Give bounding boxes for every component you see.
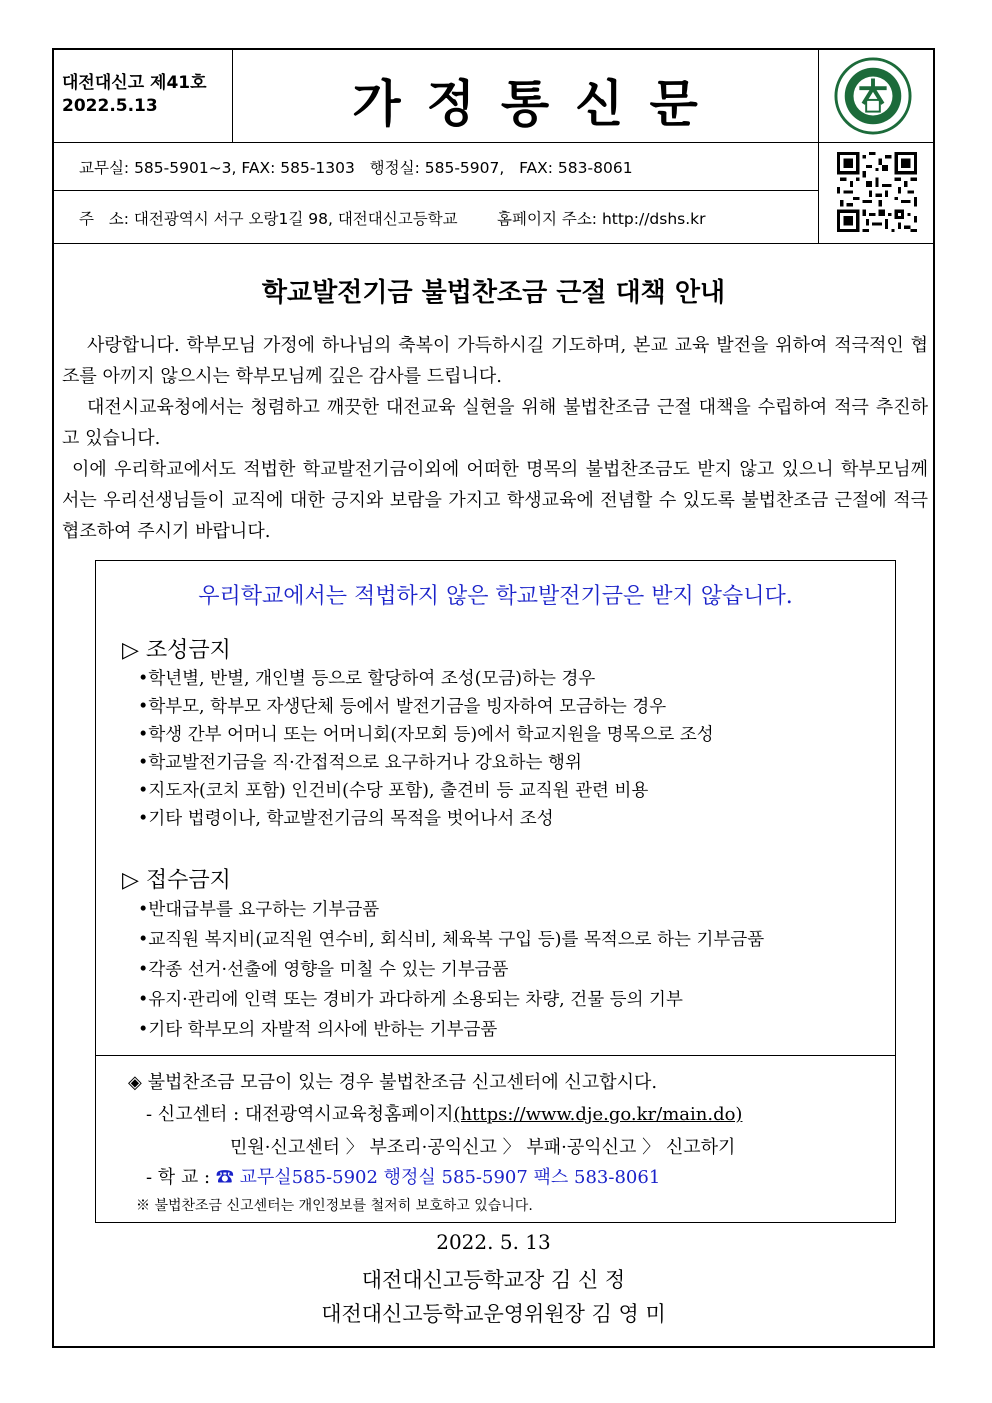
list-item: •학년별, 반별, 개인별 등으로 할당하여 조성(모금)하는 경우: [138, 669, 596, 689]
paragraph-request: 이에 우리학교에서도 적법한 학교발전기금이외에 어떠한 명목의 불법찬조금도 받지 않고 있으니 학부모님께서는 우리선생님들이 교직에 대한 긍지와 보람을 가지고 학생교육에 전념할 수 있도록 불법찬조금 근절에 적극 협조하여 주시기 바랍니다.: [62, 459, 928, 542]
notice-title: 학교발전기금 불법찬조금 근절 대책 안내: [261, 278, 726, 308]
qr-code-icon[interactable]: [837, 152, 917, 232]
header: [54, 50, 933, 143]
qr-box: [818, 142, 934, 244]
school-emblem-icon: [834, 57, 912, 135]
list-item: •학생 간부 어머니 또는 어머니회(자모회 등)에서 학교지원을 명목으로 조성: [138, 725, 714, 745]
issue-info: [54, 50, 233, 142]
list-item: •지도자(코치 포함) 인건비(수당 포함), 출견비 등 교직원 관련 비용: [138, 781, 649, 801]
list-item: •기타 법령이나, 학교발전기금의 목적을 벗어나서 조성: [138, 809, 554, 829]
privacy-note: ※ 불법찬조금 신고센터는 개인정보를 철저히 보호하고 있습니다.: [136, 1198, 533, 1214]
principal-signature: 대전대신고등학교장 김 신 정: [361, 1268, 626, 1292]
paragraph-greeting: 사랑합니다. 학부모님 가정에 하나님의 축복이 가득하시길 기도하며, 본교 교육 발전을 위하여 적극적인 협조를 아끼지 않으시는 학부모님께 깊은 감사를 드립니다.: [62, 335, 928, 387]
rules-box: [95, 560, 896, 1223]
list-item: •각종 선거·선출에 영향을 미칠 수 있는 기부금품: [138, 960, 509, 980]
report-heading: ◈ 불법찬조금 모금이 있는 경우 불법찬조금 신고센터에 신고합시다.: [128, 1072, 658, 1093]
list-item: •유지·관리에 인력 또는 경비가 과다하게 소용되는 차량, 건물 등의 기부: [138, 990, 683, 1010]
report-center: [146, 1100, 742, 1126]
receipt-ban-list: [138, 895, 764, 1045]
paragraph-policy: 대전시교육청에서는 청렴하고 깨끗한 대전교육 실현을 위해 불법찬조금 근절 대책을 수립하여 적극 추진하고 있습니다.: [62, 397, 928, 449]
report-school: [146, 1163, 660, 1189]
list-item: •기타 학부모의 자발적 의사에 반하는 기부금품: [138, 1020, 498, 1040]
address-row: [54, 190, 818, 244]
footer-date: 2022. 5. 13: [436, 1230, 551, 1254]
newsletter-title: [232, 50, 819, 142]
issue-number: 대전대신고 제41호: [62, 73, 207, 93]
report-center-link[interactable]: (https://www.dje.go.kr/main.do): [453, 1104, 743, 1125]
committee-signature: 대전대신고등학교운영위원장 김 영 미: [321, 1302, 666, 1326]
section-heading-collection-ban: ▷ 조성금지: [122, 638, 231, 663]
list-item: •반대급부를 요구하는 기부금품: [138, 900, 380, 920]
collection-ban-list: [138, 665, 714, 833]
contact-row: [54, 142, 818, 191]
contact-text: 교무실: 585-5901~3, FAX: 585-1303 행정실: 585-5907, FAX: 583-8061: [79, 159, 633, 177]
box-divider: [96, 1055, 895, 1056]
section-heading-receipt-ban: ▷ 접수금지: [122, 868, 231, 893]
report-center-label: - 신고센터 : 대전광역시교육청홈페이지: [146, 1104, 454, 1125]
list-item: •학부모, 학부모 자생단체 등에서 발전기금을 빙자하여 모금하는 경우: [138, 697, 667, 717]
title-text: 가정통신문: [352, 75, 724, 133]
issue-date: 2022.5.13: [62, 96, 158, 116]
list-item: •학교발전기금을 직·간접적으로 요구하거나 강요하는 행위: [138, 753, 582, 773]
report-center-path: 민원·신고센터 〉 부조리·공익신고 〉 부패·공익신고 〉 신고하기: [230, 1137, 736, 1158]
newsletter-frame: [52, 48, 935, 1348]
report-school-phone: ☎ 교무실585-5902 행정실 585-5907 팩스 583-8061: [215, 1167, 661, 1188]
report-school-label: - 학 교 :: [146, 1167, 216, 1188]
rules-box-title: 우리학교에서는 적법하지 않은 학교발전기금은 받지 않습니다.: [198, 584, 793, 609]
address-text: 주 소: 대전광역시 서구 오랑1길 98, 대전대신고등학교 홈페이지 주소: http://dshs.kr: [79, 210, 706, 228]
list-item: •교직원 복지비(교직원 연수비, 회식비, 체육복 구입 등)를 목적으로 하는 기부금품: [138, 930, 765, 950]
